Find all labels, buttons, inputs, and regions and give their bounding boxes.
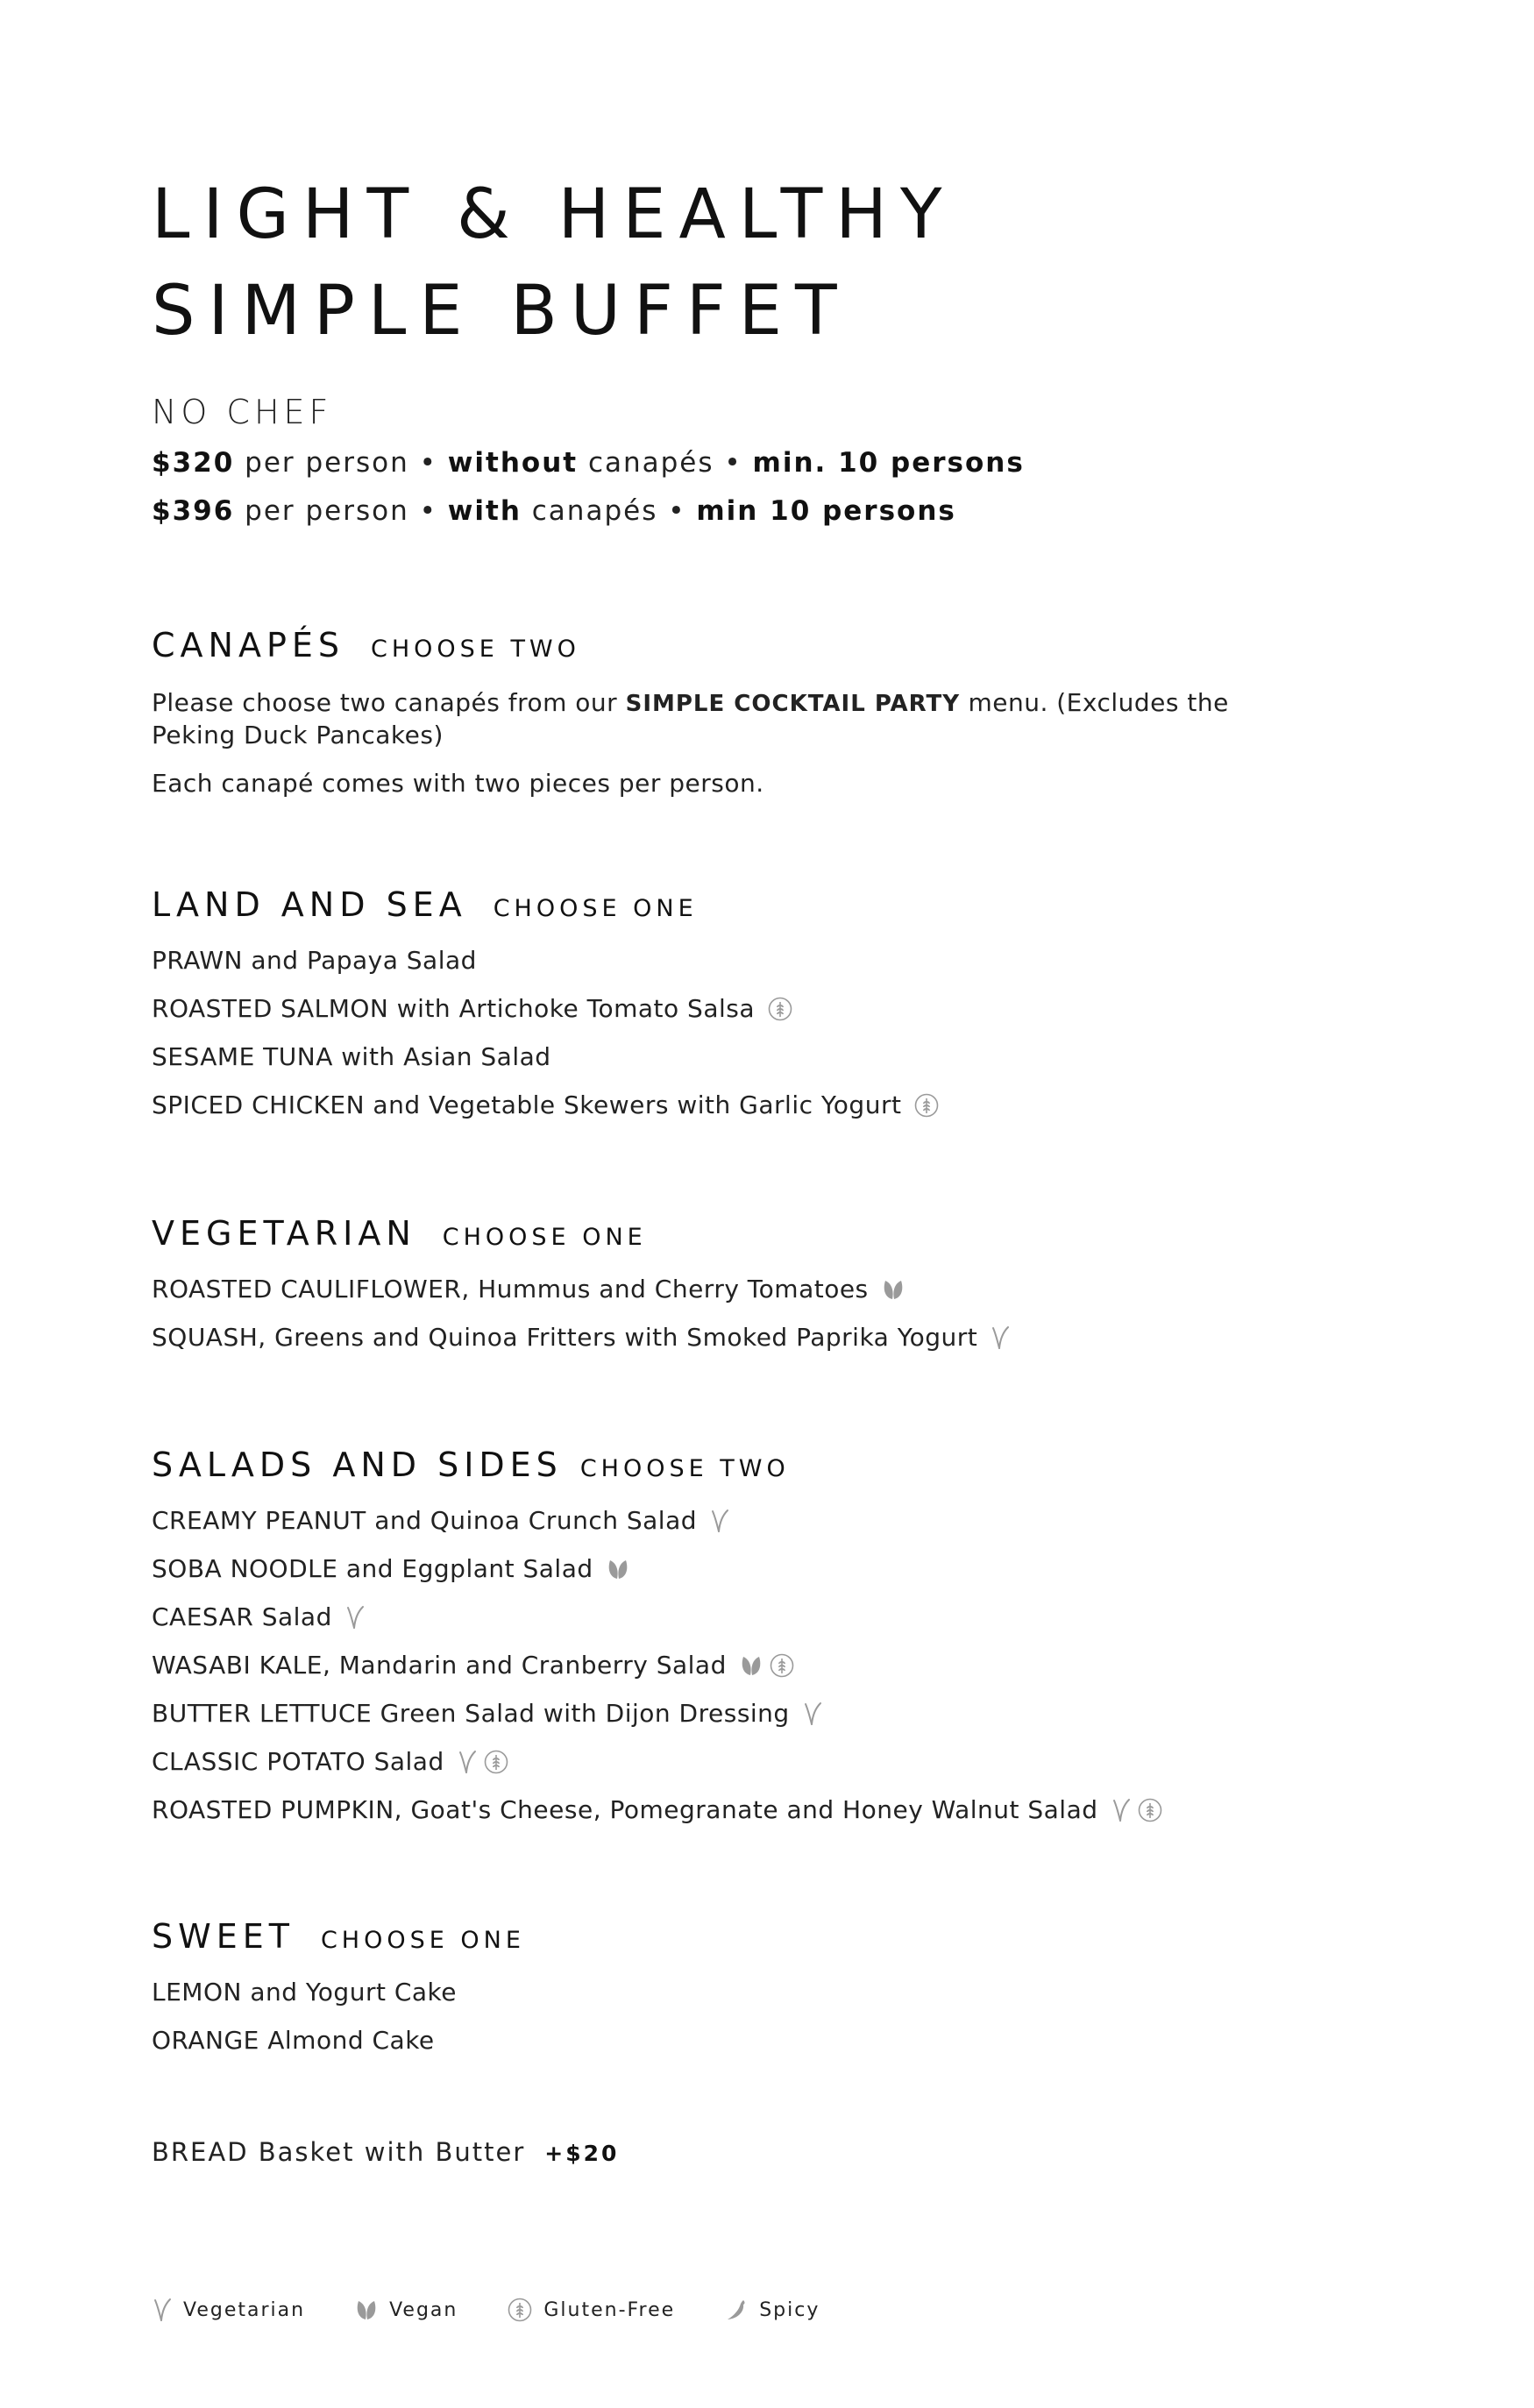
item-list	[152, 1265, 1379, 1361]
dietary-icons	[802, 1701, 823, 1726]
menu-item-name: ROASTED CAULIFLOWER, Hummus and Cherry Tomatoes	[152, 1275, 869, 1303]
legend-item	[507, 2297, 675, 2323]
section-choose: CHOOSE TWO	[579, 1455, 790, 1482]
menu-item-name: SESAME TUNA with Asian Salad	[152, 1042, 551, 1071]
menu-item	[152, 1313, 1379, 1361]
gluten-free-icon	[507, 2297, 533, 2323]
dietary-icons	[457, 1749, 509, 1775]
price-min: min. 10 persons	[752, 447, 1025, 479]
menu-item	[152, 1786, 1379, 1834]
bread-price: +$20	[544, 2141, 620, 2166]
dietary-icons	[881, 1278, 905, 1301]
section-header	[152, 1214, 1379, 1258]
canapes-instructions	[152, 687, 1256, 750]
dietary-legend	[152, 2297, 869, 2323]
item-list	[152, 1496, 1379, 1834]
section-header	[152, 1446, 1379, 1489]
title-line-1: LIGHT & HEALTHY	[152, 175, 955, 254]
legend-item	[152, 2298, 305, 2322]
vegetarian-icon	[802, 1701, 823, 1726]
vegetarian-icon	[990, 1325, 1011, 1350]
dietary-icons	[913, 1092, 940, 1119]
menu-item-name: ORANGE Almond Cake	[152, 2026, 435, 2055]
spicy-icon	[724, 2298, 749, 2322]
menu-item	[152, 1496, 1379, 1545]
price-line-with-canapes	[152, 495, 956, 527]
section-choose: CHOOSE ONE	[442, 1224, 647, 1251]
canapes-text-tail: menu. (Excludes the Peking Duck Pancakes)	[152, 688, 1229, 749]
menu-item	[152, 1689, 1379, 1737]
price-canapes: canapés •	[521, 495, 697, 527]
dietary-icons	[990, 1325, 1011, 1350]
price-canapes: canapés •	[578, 447, 753, 479]
vegetarian-icon	[344, 1605, 366, 1630]
section-title: SALADS AND SIDES	[152, 1446, 563, 1484]
menu-item-name: ROASTED PUMPKIN, Goat's Cheese, Pomegranate and Honey Walnut Salad	[152, 1795, 1098, 1824]
menu-item-name: SPICED CHICKEN and Vegetable Skewers with Garlic Yogurt	[152, 1090, 902, 1119]
menu-item-name: PRAWN and Papaya Salad	[152, 946, 477, 975]
menu-item-name: CLASSIC POTATO Salad	[152, 1747, 444, 1776]
legend-item	[354, 2298, 458, 2321]
vegan-icon	[354, 2298, 379, 2321]
title-line-2: SIMPLE BUFFET	[152, 272, 850, 351]
section-header	[152, 626, 1379, 670]
menu-item-name: CREAMY PEANUT and Quinoa Crunch Salad	[152, 1506, 698, 1535]
dietary-icons	[606, 1558, 630, 1580]
price-line-without-canapes	[152, 447, 1025, 479]
section-header	[152, 1917, 1379, 1961]
dietary-icons	[767, 996, 793, 1022]
section-salads-and-sides	[152, 1446, 1379, 1834]
menu-item	[152, 1641, 1379, 1689]
menu-item	[152, 1033, 1379, 1081]
section-choose: CHOOSE ONE	[320, 1927, 525, 1954]
legend-label: Vegetarian	[183, 2298, 306, 2321]
legend-label: Vegan	[389, 2298, 458, 2321]
section-title: LAND AND SEA	[152, 885, 467, 924]
section-sweet	[152, 1917, 1379, 2064]
menu-item-name: CAESAR Salad	[152, 1602, 332, 1631]
price-amount: $396	[152, 495, 235, 527]
section-vegetarian	[152, 1214, 1379, 1361]
vegetarian-icon	[709, 1509, 730, 1533]
menu-item	[152, 2016, 1379, 2064]
menu-item	[152, 1265, 1379, 1313]
menu-item	[152, 1545, 1379, 1593]
price-option: with	[447, 495, 522, 527]
legend-item	[724, 2298, 820, 2322]
dietary-icons	[709, 1509, 730, 1533]
menu-item-name: ROASTED SALMON with Artichoke Tomato Salsa	[152, 994, 755, 1023]
dietary-icons	[1111, 1797, 1163, 1823]
dietary-icons	[344, 1605, 366, 1630]
legend-label: Spicy	[759, 2298, 820, 2321]
menu-item	[152, 1737, 1379, 1786]
dietary-icons	[739, 1652, 795, 1679]
gluten-free-icon	[769, 1652, 795, 1679]
menu-item-name: LEMON and Yogurt Cake	[152, 1978, 457, 2007]
subtitle: NO CHEF	[152, 393, 333, 431]
menu-item	[152, 1081, 1379, 1129]
item-list	[152, 1968, 1379, 2064]
menu-item	[152, 1968, 1379, 2016]
section-canapes	[152, 626, 1379, 799]
menu-item-name: SOBA NOODLE and Eggplant Salad	[152, 1554, 593, 1583]
gluten-free-icon	[1137, 1797, 1163, 1823]
vegetarian-icon	[457, 1750, 478, 1774]
vegan-icon	[606, 1558, 630, 1580]
menu-item-name: SQUASH, Greens and Quinoa Fritters with Smoked Paprika Yogurt	[152, 1323, 978, 1352]
canapes-note: Each canapé comes with two pieces per person.	[152, 769, 764, 798]
section-choose: CHOOSE ONE	[493, 895, 698, 922]
menu-item-name: BUTTER LETTUCE Green Salad with Dijon Dressing	[152, 1699, 790, 1728]
menu-reference: SIMPLE COCKTAIL PARTY	[625, 691, 961, 717]
vegetarian-icon	[152, 2298, 173, 2322]
section-title: CANAPÉS	[152, 626, 344, 664]
section-title: SWEET	[152, 1917, 295, 1956]
section-title: VEGETARIAN	[152, 1214, 416, 1253]
menu-item	[152, 936, 1379, 984]
vegetarian-icon	[1111, 1798, 1132, 1822]
gluten-free-icon	[483, 1749, 509, 1775]
gluten-free-icon	[913, 1092, 940, 1119]
menu-title	[152, 167, 955, 359]
canapes-text: Please choose two canapés from our	[152, 688, 626, 717]
menu-item	[152, 1593, 1379, 1641]
price-amount: $320	[152, 447, 235, 479]
price-option: without	[447, 447, 579, 479]
bread-addon	[152, 2137, 619, 2167]
legend-label: Gluten-Free	[543, 2298, 676, 2321]
menu-item	[152, 984, 1379, 1033]
bread-label: BREAD Basket with Butter	[152, 2137, 526, 2167]
vegan-icon	[739, 1654, 763, 1677]
gluten-free-icon	[767, 996, 793, 1022]
price-min: min 10 persons	[696, 495, 956, 527]
price-per: per person •	[234, 447, 448, 479]
section-header	[152, 885, 1379, 929]
menu-item-name: WASABI KALE, Mandarin and Cranberry Salad	[152, 1651, 727, 1680]
section-land-and-sea	[152, 885, 1379, 1129]
vegan-icon	[881, 1278, 905, 1301]
item-list	[152, 936, 1379, 1129]
section-choose: CHOOSE TWO	[371, 636, 580, 663]
price-per: per person •	[234, 495, 448, 527]
